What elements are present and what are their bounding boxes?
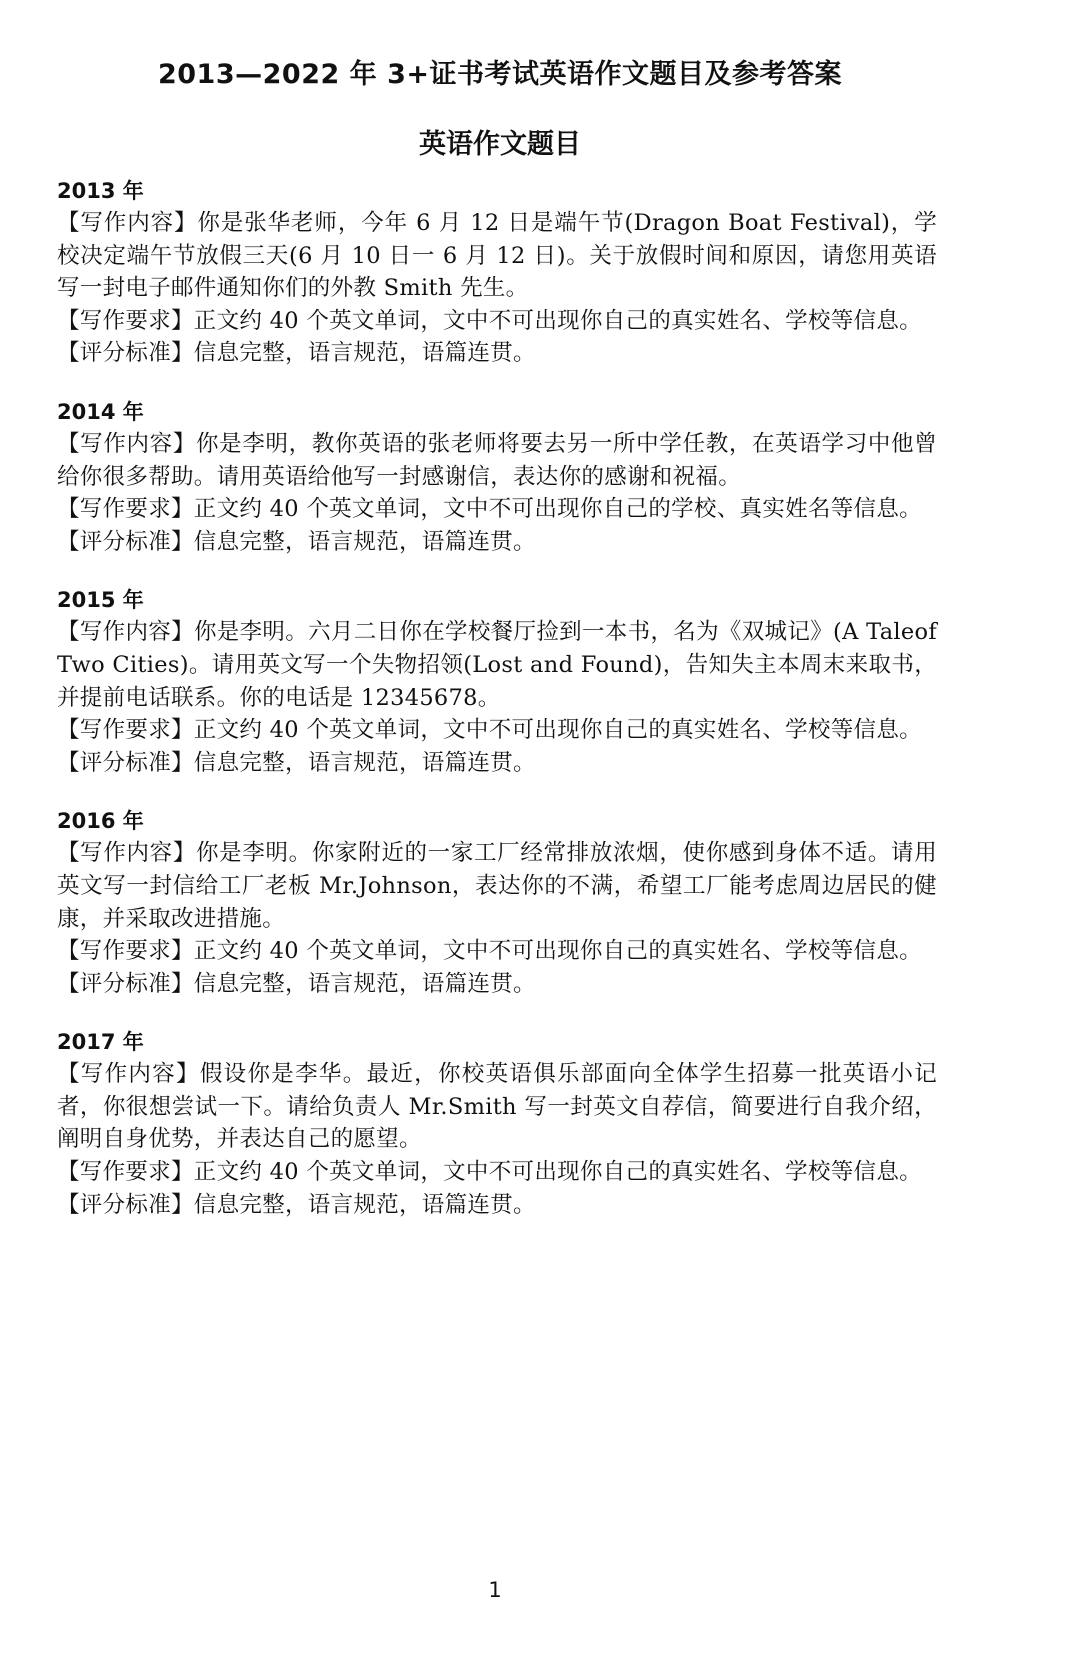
document-title: 2013—2022 年 3+证书考试英语作文题目及参考答案 (157, 59, 842, 90)
year-heading: 2013 年 (57, 179, 144, 203)
writing-requirement: 【写作要求】正文约 40 个英文单词，文中不可出现你自己的真实姓名、学校等信息。 (57, 307, 922, 334)
scoring-criteria: 【评分标准】信息完整，语言规范，语篇连贯。 (57, 1191, 536, 1218)
year-section-2014 (57, 396, 937, 558)
year-heading: 2014 年 (57, 399, 144, 424)
year-section-2015 (57, 584, 937, 779)
scoring-criteria: 【评分标准】信息完整，语言规范，语篇连贯。 (57, 970, 536, 997)
essay-prompts-list (57, 175, 937, 1247)
scoring-criteria: 【评分标准】信息完整，语言规范，语篇连贯。 (57, 749, 536, 776)
year-section-2017 (57, 1026, 937, 1221)
year-section-2013 (57, 175, 937, 370)
year-section-2016 (57, 805, 937, 1000)
year-heading: 2017 年 (57, 1030, 144, 1055)
year-heading: 2015 年 (57, 588, 144, 613)
scoring-criteria: 【评分标准】信息完整，语言规范，语篇连贯。 (57, 340, 536, 367)
writing-content: 【写作内容】假设你是李华。最近，你校英语俱乐部面向全体学生招募一批英语小记者，你很想尝试一下。请给负责人 Mr.Smith 写一封英文自荐信，简要进行自我介绍，阐明自身优势，并表达自己的愿望。 (57, 1061, 937, 1153)
scoring-criteria: 【评分标准】信息完整，语言规范，语篇连贯。 (57, 528, 536, 555)
writing-requirement: 【写作要求】正文约 40 个英文单词，文中不可出现你自己的真实姓名、学校等信息。 (57, 938, 922, 965)
writing-requirement: 【写作要求】正文约 40 个英文单词，文中不可出现你自己的真实姓名、学校等信息。 (57, 717, 922, 744)
writing-requirement: 【写作要求】正文约 40 个英文单词，文中不可出现你自己的真实姓名、学校等信息。 (57, 1159, 922, 1186)
page-number: 1 (488, 1578, 502, 1602)
writing-content: 【写作内容】你是李明，教你英语的张老师将要去另一所中学任教，在英语学习中他曾给你很多帮助。请用英语给他写一封感谢信，表达你的感谢和祝福。 (57, 430, 937, 490)
writing-requirement: 【写作要求】正文约 40 个英文单词，文中不可出现你自己的学校、真实姓名等信息。 (57, 496, 922, 523)
writing-content: 【写作内容】你是李明。你家附近的一家工厂经常排放浓烟，使你感到身体不适。请用英文写一封信给工厂老板 Mr.Johnson，表达你的不满，希望工厂能考虑周边居民的健康，并采取改进措施。 (57, 840, 937, 932)
section-title: 英语作文题目 (419, 129, 581, 160)
writing-content: 【写作内容】你是张华老师，今年 6 月 12 日是端午节(Dragon Boat Festival)，学校决定端午节放假三天(6 月 10 日一 6 月 12 日)。关于放假时间和原因，请您用英语写一封电子邮件通知你们的外教 Smith 先生。 (57, 210, 937, 302)
writing-content: 【写作内容】你是李明。六月二日你在学校餐厅捡到一本书，名为《双城记》(A Taleof Two Cities)。请用英文写一个失物招领(Lost and Found)，告知失主本周末来取书，并提前电话联系。你的电话是 12345678。 (57, 619, 937, 711)
year-heading: 2016 年 (57, 809, 144, 834)
